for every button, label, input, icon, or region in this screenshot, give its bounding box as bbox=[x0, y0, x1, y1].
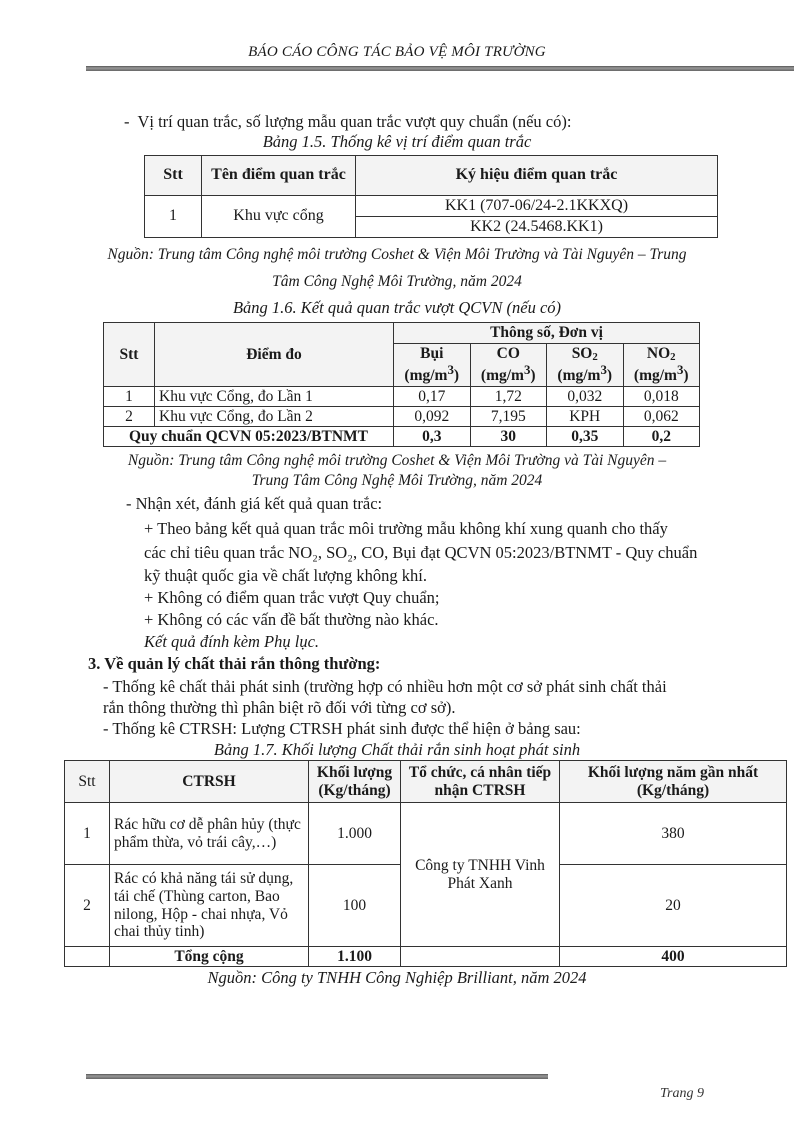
table-row bbox=[104, 407, 700, 427]
table-monitoring-locations bbox=[144, 155, 718, 238]
assessment-line-5: + Không có các vấn đề bất thường nào khác. bbox=[144, 610, 439, 629]
cell-point: Khu vực Cổng, đo Lần 1 bbox=[155, 387, 394, 407]
col-measure-point: Điểm đo bbox=[155, 323, 394, 387]
col-point-name: Tên điểm quan trắc bbox=[202, 156, 356, 196]
cell-limit: 30 bbox=[470, 427, 547, 447]
table15-source-2: Tâm Công Nghệ Môi Trường, năm 2024 bbox=[272, 273, 522, 290]
cell-recent-mass: 380 bbox=[560, 803, 787, 865]
total-row bbox=[65, 947, 787, 967]
table-row bbox=[104, 387, 700, 407]
assessment-line-3: kỹ thuật quốc gia về chất lượng không khí. bbox=[144, 566, 427, 585]
intro-text: Vị trí quan trắc, số lượng mẫu quan trắc vượt quy chuẩn (nếu có): bbox=[137, 112, 572, 131]
cell-mass: 1.000 bbox=[309, 803, 401, 865]
cell-value: 7,195 bbox=[470, 407, 547, 427]
cell-empty bbox=[401, 947, 560, 967]
cell-limit: 0,2 bbox=[623, 427, 700, 447]
assessment-line-4: + Không có điểm quan trắc vượt Quy chuẩn; bbox=[144, 588, 440, 607]
cell-waste-type: Rác hữu cơ dễ phân hủy (thực phẩm thừa, vỏ trái cây,…) bbox=[110, 803, 309, 865]
col-point-code: Ký hiệu điểm quan trắc bbox=[356, 156, 718, 196]
cell-value: 0,092 bbox=[394, 407, 471, 427]
cell-value: 0,062 bbox=[623, 407, 700, 427]
col-stt: Stt bbox=[65, 761, 110, 803]
assessment-line-1: + Theo bảng kết quả quan trắc môi trường mẫu không khí xung quanh cho thấy bbox=[144, 519, 668, 538]
cell-waste-type: Rác có khả năng tái sử dụng, tái chế (Thùng carton, Bao nilong, Hộp - chai nhựa, Vỏ chai thủy tinh) bbox=[110, 865, 309, 947]
cell-stt: 2 bbox=[65, 865, 110, 947]
standard-row bbox=[104, 427, 700, 447]
table17-caption: Bảng 1.7. Khối lượng Chất thải rắn sinh hoạt phát sinh bbox=[213, 740, 581, 759]
cell-standard-label: Quy chuẩn QCVN 05:2023/BTNMT bbox=[104, 427, 394, 447]
cell-value: 0,018 bbox=[623, 387, 700, 407]
cell-total-label: Tổng cộng bbox=[110, 947, 309, 967]
footer-rule bbox=[86, 1074, 548, 1079]
table15-caption: Bảng 1.5. Thống kê vị trí điểm quan trắc bbox=[262, 132, 532, 151]
cell-value: 0,17 bbox=[394, 387, 471, 407]
table-row bbox=[65, 803, 787, 865]
cell-value: KPH bbox=[547, 407, 624, 427]
col-co: CO $(mg/m^3)$ bbox=[470, 344, 547, 387]
cell-limit: 0,35 bbox=[547, 427, 624, 447]
col-no2: $NO_2$ $(mg/m^3)$ bbox=[623, 344, 700, 387]
page-number: Trang 9 bbox=[660, 1086, 704, 1101]
cell-point-name: Khu vực cổng bbox=[202, 196, 356, 238]
intro-bullet bbox=[124, 112, 571, 132]
cell-empty bbox=[65, 947, 110, 967]
cell-mass: 100 bbox=[309, 865, 401, 947]
col-mass: Khối lượng (Kg/tháng) bbox=[309, 761, 401, 803]
cell-stt: 1 bbox=[145, 196, 202, 238]
col-waste-type: CTRSH bbox=[110, 761, 309, 803]
section3-para2: - Thống kê CTRSH: Lượng CTRSH phát sinh được thể hiện ở bảng sau: bbox=[103, 719, 581, 738]
col-recent-mass: Khối lượng năm gần nhất (Kg/tháng) bbox=[560, 761, 787, 803]
cell-value: 1,72 bbox=[470, 387, 547, 407]
col-group-params: Thông số, Đơn vị bbox=[394, 323, 700, 344]
table-solid-waste bbox=[64, 760, 787, 967]
cell-stt: 1 bbox=[65, 803, 110, 865]
table16-caption: Bảng 1.6. Kết quả quan trắc vượt QCVN (nếu có) bbox=[232, 298, 562, 317]
cell-receiver: Công ty TNHH Vinh Phát Xanh bbox=[401, 803, 560, 947]
bullet-dash: - bbox=[124, 112, 130, 131]
cell-value: 0,032 bbox=[547, 387, 624, 407]
table-row bbox=[145, 196, 718, 217]
cell-point: Khu vực Cổng, đo Lần 2 bbox=[155, 407, 394, 427]
cell-stt: 1 bbox=[104, 387, 155, 407]
table15-source-1: Nguồn: Trung tâm Công nghệ môi trường Coshet & Viện Môi Trường và Tài Nguyên – Trung bbox=[107, 246, 687, 263]
col-stt: Stt bbox=[145, 156, 202, 196]
col-stt: Stt bbox=[104, 323, 155, 387]
cell-point-code: KK1 (707-06/24-2.1KKXQ) bbox=[356, 196, 718, 217]
assessment-heading: - Nhận xét, đánh giá kết quả quan trắc: bbox=[126, 494, 383, 513]
col-receiver: Tổ chức, cá nhân tiếp nhận CTRSH bbox=[401, 761, 560, 803]
col-dust: Bụi $(mg/m^3)$ bbox=[394, 344, 471, 387]
col-so2: $SO_2$ $(mg/m^3)$ bbox=[547, 344, 624, 387]
cell-total-mass: 1.100 bbox=[309, 947, 401, 967]
assessment-line-2: các chỉ tiêu quan trắc NO₂, SO₂, CO, Bụi đạt QCVN 05:2023/BTNMT - Quy chuẩn bbox=[144, 543, 698, 562]
table-monitoring-results bbox=[103, 322, 700, 447]
section3-para1-line2: rắn thông thường thì phân biệt rõ đối với từng cơ sở). bbox=[103, 698, 456, 717]
section3-para1-line1: - Thống kê chất thải phát sinh (trường hợp có nhiều hơn một cơ sở phát sinh chất thải bbox=[103, 677, 667, 696]
table16-source-2: Trung Tâm Công Nghệ Môi Trường, năm 2024 bbox=[251, 472, 543, 489]
cell-recent-mass: 20 bbox=[560, 865, 787, 947]
cell-total-recent: 400 bbox=[560, 947, 787, 967]
assessment-line-6: Kết quả đính kèm Phụ lục. bbox=[144, 632, 320, 651]
cell-stt: 2 bbox=[104, 407, 155, 427]
table16-source-1: Nguồn: Trung tâm Công nghệ môi trường Coshet & Viện Môi Trường và Tài Nguyên – bbox=[127, 452, 667, 469]
table17-source: Nguồn: Công ty TNHH Công Nghiệp Brilliant, năm 2024 bbox=[207, 968, 587, 987]
section3-heading: 3. Về quản lý chất thải rắn thông thường: bbox=[88, 654, 381, 673]
cell-point-code: KK2 (24.5468.KK1) bbox=[356, 217, 718, 238]
header-rule bbox=[86, 66, 794, 71]
report-header-title: BÁO CÁO CÔNG TÁC BẢO VỆ MÔI TRƯỜNG bbox=[248, 44, 546, 60]
cell-limit: 0,3 bbox=[394, 427, 471, 447]
